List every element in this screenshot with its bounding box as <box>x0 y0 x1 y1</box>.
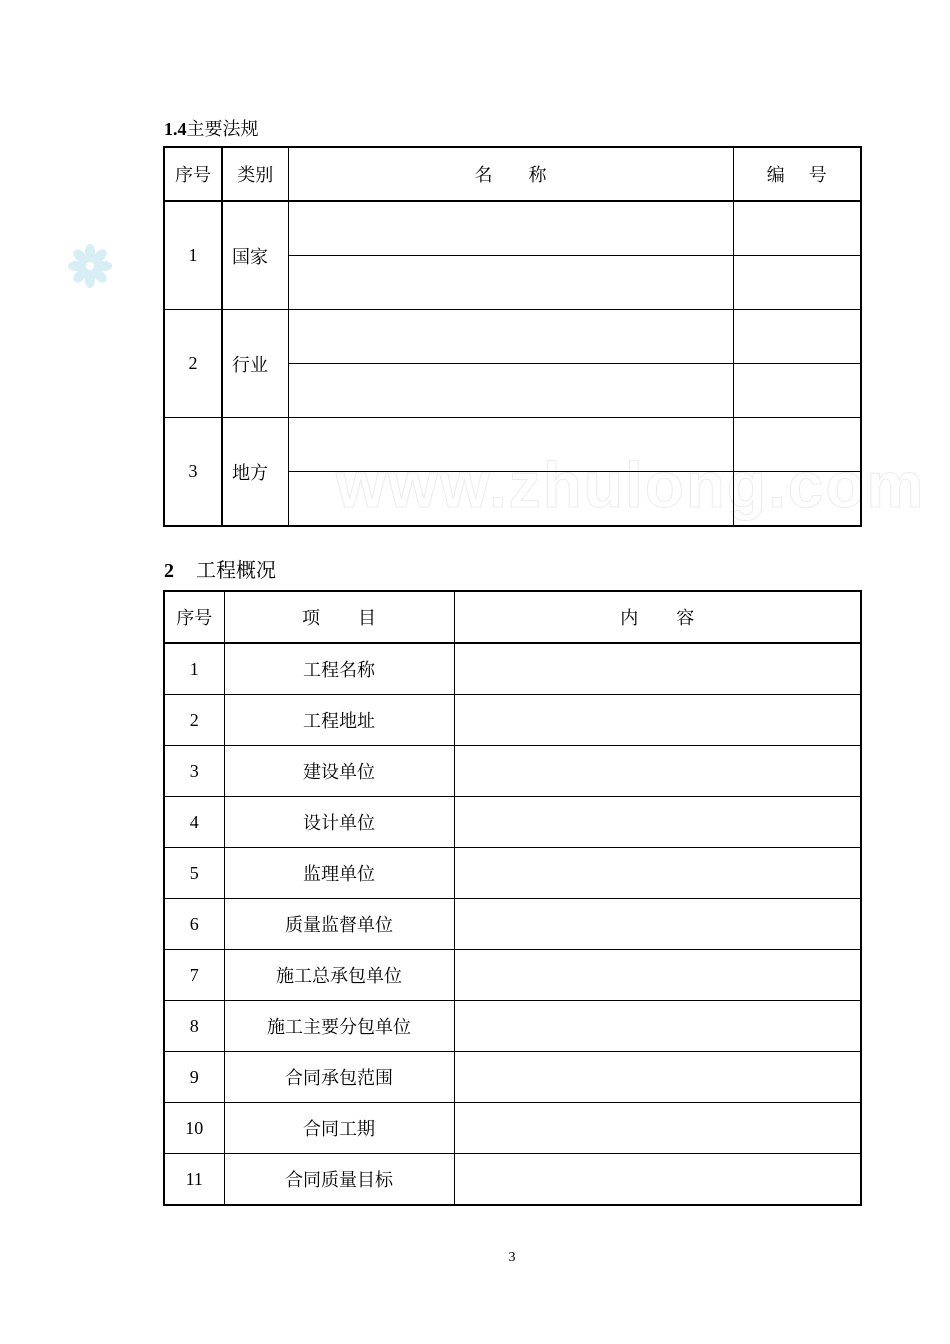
table-row <box>164 797 861 848</box>
content-cell <box>454 848 861 899</box>
row-no: 2 <box>164 310 222 418</box>
header-name-a: 名 <box>474 165 493 186</box>
header-item <box>224 591 454 643</box>
content-cell <box>454 1001 861 1052</box>
content-cell <box>454 950 861 1001</box>
content-cell <box>454 899 861 950</box>
section-heading-2 <box>164 559 276 582</box>
project-overview-table <box>163 590 862 1206</box>
table-row <box>164 643 861 695</box>
header-code-b: 号 <box>808 165 827 186</box>
table-row <box>164 201 861 256</box>
name-cell <box>288 472 733 527</box>
name-cell <box>288 418 733 472</box>
row-no: 3 <box>164 746 224 797</box>
watermark: www.zhulong.com <box>336 449 926 521</box>
table-row <box>164 950 861 1001</box>
section-heading-1-4 <box>164 118 259 141</box>
header-item-b: 目 <box>358 608 376 629</box>
row-category: 国家 <box>222 201 288 310</box>
row-item: 合同质量目标 <box>224 1154 454 1206</box>
table-row <box>164 899 861 950</box>
header-item-a: 项 <box>302 608 320 629</box>
table-row <box>164 418 861 472</box>
row-no: 11 <box>164 1154 224 1206</box>
row-no: 10 <box>164 1103 224 1154</box>
table-row <box>164 1103 861 1154</box>
section-title: 主要法规 <box>186 119 259 140</box>
row-item: 施工总承包单位 <box>224 950 454 1001</box>
header-name <box>288 147 733 201</box>
row-no: 5 <box>164 848 224 899</box>
row-no: 6 <box>164 899 224 950</box>
content-cell <box>454 746 861 797</box>
code-cell <box>733 256 861 310</box>
row-item: 工程名称 <box>224 643 454 695</box>
header-name-b: 称 <box>528 165 547 186</box>
code-cell <box>733 364 861 418</box>
header-no: 序号 <box>164 591 224 643</box>
row-category: 行业 <box>222 310 288 418</box>
row-no: 2 <box>164 695 224 746</box>
header-content <box>454 591 861 643</box>
row-category: 地方 <box>222 418 288 527</box>
name-cell <box>288 256 733 310</box>
section-number: 1.4 <box>164 119 187 139</box>
section-number: 2 <box>164 560 174 582</box>
content-cell <box>454 695 861 746</box>
name-cell <box>288 310 733 364</box>
header-no: 序号 <box>164 147 222 201</box>
table-row <box>164 746 861 797</box>
section-title: 工程概况 <box>196 558 276 582</box>
header-category: 类别 <box>222 147 288 201</box>
table-row <box>164 1154 861 1206</box>
table-row <box>164 1052 861 1103</box>
code-cell <box>733 418 861 472</box>
table-row <box>164 848 861 899</box>
row-item: 合同工期 <box>224 1103 454 1154</box>
name-cell <box>288 201 733 256</box>
code-cell <box>733 310 861 364</box>
row-no: 8 <box>164 1001 224 1052</box>
row-item: 合同承包范围 <box>224 1052 454 1103</box>
table-header-row <box>164 147 861 201</box>
content-cell <box>454 797 861 848</box>
content-cell <box>454 1052 861 1103</box>
regulations-table <box>163 146 862 527</box>
header-content-a: 内 <box>620 608 639 629</box>
table-row <box>164 310 861 364</box>
name-cell <box>288 364 733 418</box>
row-no: 7 <box>164 950 224 1001</box>
header-code <box>733 147 861 201</box>
row-item: 监理单位 <box>224 848 454 899</box>
content-cell <box>454 1154 861 1206</box>
row-no: 3 <box>164 418 222 527</box>
row-item: 建设单位 <box>224 746 454 797</box>
table-body <box>164 643 861 1205</box>
table-row <box>164 695 861 746</box>
code-cell <box>733 472 861 527</box>
content-cell <box>454 1103 861 1154</box>
row-no: 1 <box>164 201 222 310</box>
row-item: 质量监督单位 <box>224 899 454 950</box>
header-content-b: 容 <box>676 608 695 629</box>
snowflake-logo-icon <box>68 244 112 288</box>
row-no: 9 <box>164 1052 224 1103</box>
content-cell <box>454 643 861 695</box>
row-no: 1 <box>164 643 224 695</box>
code-cell <box>733 201 861 256</box>
row-item: 工程地址 <box>224 695 454 746</box>
row-no: 4 <box>164 797 224 848</box>
header-code-a: 编 <box>766 165 785 186</box>
row-item: 设计单位 <box>224 797 454 848</box>
row-item: 施工主要分包单位 <box>224 1001 454 1052</box>
page-number: 3 <box>508 1250 516 1265</box>
table-row <box>164 1001 861 1052</box>
table-header-row <box>164 591 861 643</box>
